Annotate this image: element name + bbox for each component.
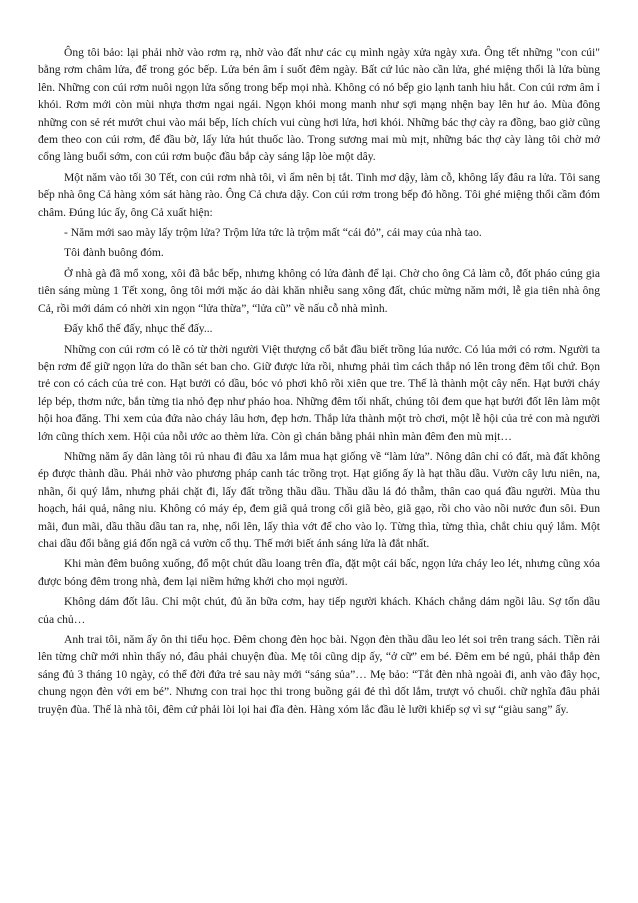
paragraph-6: Đấy khổ thế đấy, nhục thế đấy... xyxy=(64,322,213,336)
paragraph-5: Ở nhà gà đã mổ xong, xôi đã bắc bếp, nhưng không có lửa đành để lại. Chờ cho ông Cả làm cỗ, đốt pháo cúng gia tiên sáng mùng 1 Tết xong, ông tôi mới mặc áo dài khăn nhiễu sang xông đất, chúc mừng năm mới, lễ gia tiên nhà ông Cả, rồi mới dám có nhời xin ngọn “lửa thừa”, “lửa cũ” về nấu cỗ nhà mình. xyxy=(38,266,600,315)
paragraph-4: Tôi đành buông đóm. xyxy=(64,246,164,260)
paragraph-11: Anh trai tôi, năm ấy ôn thi tiểu học. Đêm chong đèn học bài. Ngọn đèn thầu dầu leo lét soi trên trang sách. Tiền rải lên từng chữ mới nhìn thấy nó, đâu phải chuyện đùa. Mẹ tôi cũng dịp ấy, “ở cữ” em bé. Đêm em bé ngủ, phải thắp đèn sáng đủ 3 tháng 10 ngày, có thể đời đứa trẻ sau này mới “sáng sủa”… Mẹ bảo: “Tắt đèn nhà ngoài đi, anh vào đây học, chung ngọn đèn với em bé”. Nhưng con trai học thi trong buồng gái đẻ thì dốt lắm, trượt vỏ chuối. chữ nghĩa đâu phải truyện đùa. Thế là nhà tôi, đêm cứ phải lòi lọi hai đĩa đèn. Hàng xóm lắc đầu lè lưỡi khiếp sợ vì sự “giàu sang” ấy. xyxy=(38,633,600,716)
paragraph-3: - Năm mới sao mày lấy trộm lửa? Trộm lửa tức là trộm mất “cái đỏ”, cái may của nhà tao. xyxy=(64,226,482,240)
paragraph-8: Những năm ấy dân làng tôi rủ nhau đi đâu xa lắm mua hạt giống về “làm lửa”. Nông dân chỉ có đất, mà đất không ép được thành dầu. Phải nhờ vào phương pháp canh tác trồng trọt. Hạt giống ấy là hạt thầu dầu. Vườn cây lưu niên, na, nhãn, ổi quý lắm, nhưng phải chặt đi, lấy đất trồng thầu dầu. Thầu dầu lá đỏ thẫm, thân cao quá đầu người. Mùa thu hoạch, hái quả, nâng niu. Không có máy ép, đem giã quả trong cối giã bèo, giã gạo, rồi cho vào nồi nước đun sôi. Đun mãi, đun mãi, dầu thầu dầu tan ra, nhẹ, nổi lên, lấy thìa vớt để cho vào lọ. Từng thìa, từng thìa, chắt chiu quý lắm. Một chai dầu đổi bằng giá đốn ngã cả vườn cổ thụ. Thế mới biết ánh sáng lửa là đắt nhất. xyxy=(38,449,600,550)
paragraph-9: Khi màn đêm buông xuống, đổ một chút dầu loang trên đĩa, đặt một cái bấc, ngọn lửa cháy leo lét, nhưng cũng xóa được bóng đêm trong nhà, đem lại niềm hứng khởi cho mọi người. xyxy=(38,557,600,588)
paragraph-10: Không dám đốt lâu. Chỉ một chút, đủ ăn bữa cơm, hay tiếp người khách. Khách chẳng dám ngồi lâu. Sợ tốn dầu của chủ… xyxy=(38,595,600,626)
paragraph-7: Những con cúi rơm có lẽ có từ thời người Việt thượng cổ bắt đầu biết trồng lúa nước. Có lúa mới có rơm. Người ta bện rơm để giữ ngọn lửa do thần sét ban cho. Giữ được lửa rồi, nhưng phải tìm cách thắp nó lên trong đêm tối chứ. Bọn trẻ con có cách của trẻ con. Hạt bưởi có dầu, bóc vỏ phơi khô rồi xiên que tre. Thế là thành một cây nến. Hạt bưởi cháy lép bép, thơm nức, bắn từng tia nhỏ đẹp như pháo hoa. Những đêm tối nhất, chúng tôi đem que hạt bưởi đốt lên làm một hội hoa đăng. Thi xem của đứa nào cháy lâu hơn, đẹp hơn. Thắp lửa thành một trò chơi, một lễ hội của trẻ con mà người lớn cũng thích xem. Hội của nỗi ước ao thèm lửa. Còn gì chán bằng phải nhìn màn đêm đen mù mịt… xyxy=(38,342,600,443)
document-page xyxy=(38,44,600,721)
paragraph-1: Ông tôi bảo: lại phải nhờ vào rơm rạ, nhờ vào đất như các cụ mình ngày xửa ngày xưa. Ông tết những "con cúi" bằng rơm châm lửa, để trong góc bếp. Lửa bén âm ỉ suốt đêm ngày. Bất cứ lúc nào cần lửa, ghé miệng thổi là lửa bùng lên. Những con cúi rơm nuôi ngọn lửa sống trong bếp mọi nhà. Không có nó bếp gio lạnh tanh hiu hắt. Con cúi rơm âm ỉ khói. Rơm mới còn mùi nhựa thơm ngai ngái. Ngọn khói mong manh như sợi mạng nhện bay lên hư ảo. Mùa đông những con sẻ rét mướt chui vào mái bếp, lích chích vui cùng hơi lửa, hơi khói. Những bác thợ cày ra đồng, bao giờ cũng đem theo con cúi rơm, để đầu bờ, lấy lửa hút thuốc lào. Trong sương mai mù mịt, những bác thợ cày làng tôi chờ mở cổng làng buổi sớm, con cúi rơm buộc đầu bắp cày sáng lập lòe một dây. xyxy=(38,46,600,164)
paragraph-2: Một năm vào tối 30 Tết, con cúi rơm nhà tôi, vì ẩm nên bị tắt. Tinh mơ dậy, làm cỗ, không lấy đâu ra lửa. Tôi sang bếp nhà ông Cả hàng xóm sát hàng rào. Ông Cả chưa dậy. Con cúi rơm trong bếp đỏ hồng. Tôi ghé miệng thổi cầm đóm châm. Đúng lúc ấy, ông Cả xuất hiện: xyxy=(38,170,600,219)
